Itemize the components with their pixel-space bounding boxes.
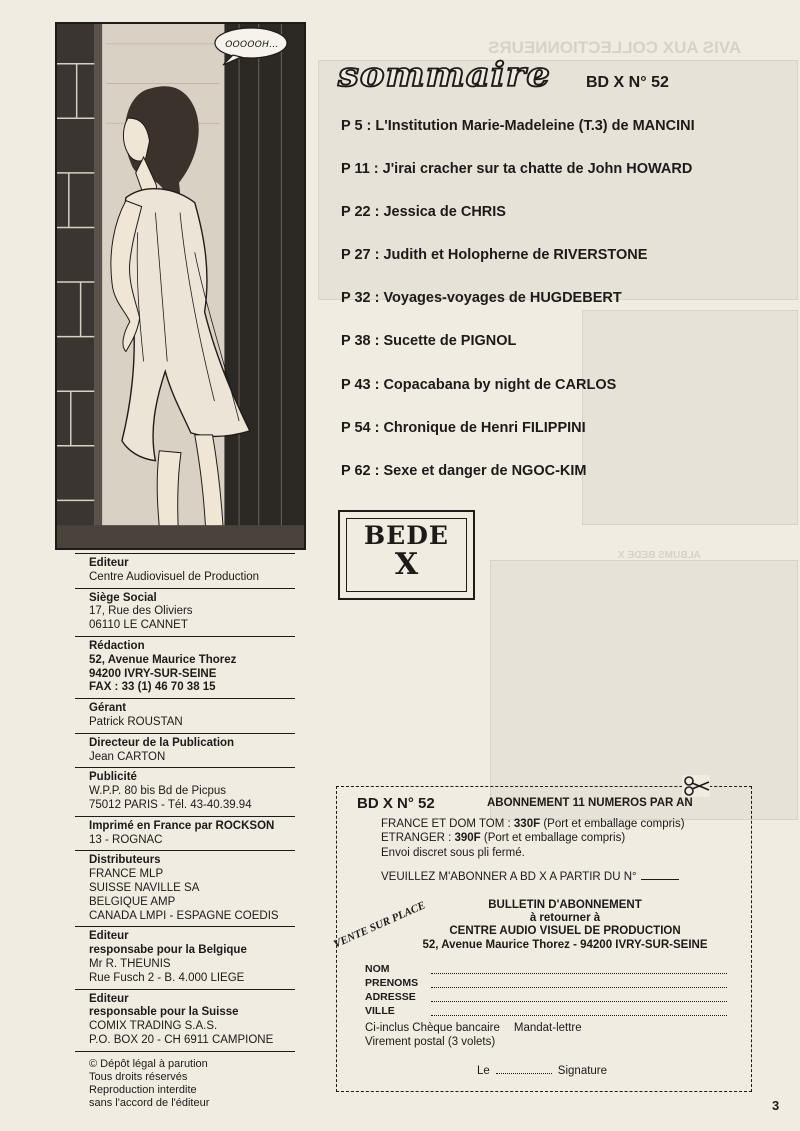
toc-item: P 11 : J'irai cracher sur ta chatte de John HOWARD	[341, 161, 693, 178]
coupon-issue: BD X N° 52	[357, 795, 435, 812]
masthead-value: COMIX TRADING S.A.S. P.O. BOX 20 - CH 6911 CAMPIONE	[89, 1020, 274, 1046]
woman-illustration	[57, 24, 304, 548]
subscription-coupon	[331, 786, 752, 1092]
masthead-label: Editeur responsable pour la Suisse	[89, 992, 239, 1019]
toc-item: P 27 : Judith et Holopherne de RIVERSTONE	[341, 247, 648, 264]
masthead-label: Editeur responsabe pour la Belgique	[89, 930, 247, 957]
page-number: 3	[772, 1098, 780, 1113]
masthead-siege	[75, 589, 295, 637]
masthead-label: Siège Social	[89, 591, 157, 604]
start-issue-field[interactable]	[641, 879, 679, 880]
masthead	[75, 553, 295, 1110]
masthead-gerant	[75, 699, 295, 734]
scissors-icon	[682, 775, 710, 797]
masthead-belgique	[75, 927, 295, 989]
masthead-redaction	[75, 637, 295, 699]
toc-item: P 43 : Copacabana by night de CARLOS	[341, 376, 617, 393]
ghost-column	[490, 560, 798, 820]
payment-mandat[interactable]: Mandat-lettre	[513, 1022, 582, 1034]
field-prenoms[interactable]: PRENOMS	[365, 977, 727, 991]
coupon-prices	[381, 817, 685, 860]
toc-item: P 5 : L'Institution Marie-Madeleine (T.3) de MANCINI	[341, 118, 695, 134]
masthead-label: Editeur	[89, 557, 129, 569]
vente-sur-place-stamp: VENTE SUR PLACE	[331, 899, 428, 951]
toc-item: P 54 : Chronique de Henri FILIPPINI	[341, 419, 586, 436]
price-france: FRANCE ET DOM TOM : 330F (Port et emballage compris)	[381, 818, 685, 830]
bulletin-address: BULLETIN D'ABONNEMENT à retourner à CENTRE AUDIO VISUEL DE PRODUCTION 52, Avenue Maurice Thorez - 94200 IVRY-SUR-SEINE	[422, 899, 708, 951]
discreet-note: Envoi discret sous pli fermé.	[381, 846, 525, 859]
field-adresse[interactable]: ADRESSE	[365, 991, 727, 1005]
logo-line-2: X	[394, 547, 419, 582]
ghost-subheader: ALBUMS BEDE X	[618, 550, 701, 561]
sommaire-title: sommaire	[338, 53, 551, 95]
masthead-value: 13 - ROGNAC	[89, 833, 163, 846]
payment-cheque[interactable]: Ci-inclus Chèque bancaire	[365, 1022, 500, 1034]
masthead-distributeurs	[75, 851, 295, 927]
masthead-editeur	[75, 553, 295, 589]
masthead-publicite	[75, 768, 295, 816]
toc-item: P 38 : Sucette de PIGNOL	[341, 333, 517, 350]
toc-item: P 62 : Sexe et danger de NGOC-KIM	[341, 462, 587, 479]
masthead-label: Rédaction	[89, 639, 145, 652]
masthead-label: Imprimé en France par ROCKSON	[89, 819, 275, 832]
bede-x-logo	[338, 510, 475, 600]
masthead-value: 17, Rue des Oliviers 06110 LE CANNET	[89, 605, 193, 632]
logo-line-1: BEDE	[364, 521, 449, 550]
masthead-value: Patrick ROUSTAN	[89, 715, 183, 728]
table-of-contents	[341, 118, 771, 506]
price-etranger: ETRANGER : 390F (Port et emballage compris)	[381, 832, 626, 845]
masthead-value: 52, Avenue Maurice Thorez 94200 IVRY-SUR-SEINE FAX : 33 (1) 46 70 38 15	[89, 653, 237, 694]
masthead-value: Centre Audiovisuel de Production	[89, 570, 260, 583]
masthead-value: FRANCE MLP SUISSE NAVILLE SA BELGIQUE AMP CANADA LMPI - ESPAGNE COEDIS	[89, 868, 279, 922]
payment-virement[interactable]: Virement postal (3 volets)	[365, 1036, 496, 1049]
masthead-value: Mr R. THEUNIS Rue Fusch 2 - B. 4.000 LIEGE	[89, 957, 245, 984]
coupon-offer: ABONNEMENT 11 NUMEROS PAR AN	[487, 797, 693, 809]
speech-bubble-text: OOOOOH...	[225, 40, 279, 50]
masthead-value: Jean CARTON	[89, 750, 166, 763]
masthead-label: Publicité	[89, 771, 137, 784]
coupon-fields	[365, 963, 727, 1019]
masthead-label: Gérant	[89, 702, 127, 715]
toc-item: P 22 : Jessica de CHRIS	[341, 204, 506, 221]
date-field[interactable]	[496, 1073, 552, 1074]
masthead-value: W.P.P. 80 bis Bd de Picpus 75012 PARIS - Tél. 43-40.39.94	[89, 785, 252, 811]
masthead-imprime	[75, 817, 295, 852]
masthead-directeur	[75, 734, 295, 769]
signature-line: Le Signature	[477, 1065, 608, 1077]
cover-illustration	[55, 22, 306, 550]
ghost-header: AVIS AUX COLLECTIONNEURS	[488, 38, 742, 57]
masthead-label: Directeur de la Publication	[89, 736, 235, 749]
masthead-suisse	[75, 990, 295, 1052]
field-ville[interactable]: VILLE	[365, 1005, 727, 1019]
toc-item: P 32 : Voyages-voyages de HUGDEBERT	[341, 290, 622, 307]
start-issue-request: VEUILLEZ M'ABONNER A BD X A PARTIR DU N°	[381, 871, 679, 883]
field-nom[interactable]: NOM	[365, 963, 727, 977]
issue-number: BD X N° 52	[586, 74, 669, 91]
legal-notice: © Dépôt légal à parution Tous droits réservés Reproduction interdite sans l'accord de l'éditeur	[89, 1057, 210, 1110]
masthead-label: Distributeurs	[89, 854, 161, 867]
payment-options	[365, 1021, 582, 1050]
